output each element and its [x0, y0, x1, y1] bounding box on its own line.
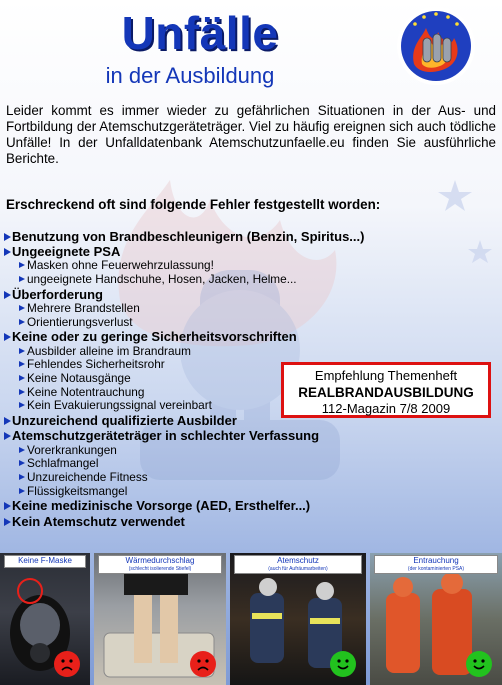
photo-boots — [94, 553, 226, 685]
photo-label-2: Wärmedurchschlag (schlecht isolierende Stiefel) — [98, 555, 222, 574]
error-item — [4, 329, 344, 344]
bullet-icon — [19, 474, 25, 480]
bad-smiley-icon — [190, 651, 216, 677]
error-subitem — [4, 273, 344, 287]
photo-label-4: Entrauchung (der kontaminierten PSA) — [374, 555, 498, 574]
error-subitem-label: Unzureichende Fitness — [27, 469, 148, 484]
good-smiley-icon — [466, 651, 492, 677]
error-item — [4, 514, 344, 529]
bullet-icon — [4, 233, 11, 241]
photo-label-3: Atemschutz (auch für Aufräumarbeiten) — [234, 555, 362, 574]
error-subitem-label: Orientierungsverlust — [27, 314, 133, 329]
error-subitem-label: Keine Notausgänge — [27, 371, 131, 386]
error-subitem-label: Vorerkrankungen — [27, 442, 117, 457]
bullet-icon — [4, 248, 11, 256]
error-item-label: Benutzung von Brandbeschleunigern (Benzin, Spiritus...) — [12, 229, 365, 244]
bullet-icon — [4, 417, 11, 425]
bullet-icon — [4, 502, 11, 510]
bad-smiley-icon — [54, 651, 80, 677]
bullet-icon — [4, 518, 11, 526]
bullet-icon — [19, 262, 25, 268]
bullet-icon — [4, 291, 11, 299]
bullet-icon — [19, 319, 25, 325]
photo-breathing-apparatus — [230, 553, 366, 685]
good-smiley-icon — [330, 651, 356, 677]
error-subitem — [4, 316, 344, 330]
recommendation-title: REALBRANDAUSBILDUNG — [298, 384, 474, 400]
error-item-label: Unzureichend qualifizierte Ausbilder — [12, 413, 237, 429]
bullet-icon — [19, 488, 25, 494]
bullet-icon — [19, 460, 25, 466]
bullet-icon — [4, 333, 11, 341]
error-item-label: Keine medizinische Vorsorge (AED, Ersthelfer...) — [12, 498, 311, 514]
bullet-icon — [19, 402, 25, 408]
photo-decontamination — [370, 553, 502, 685]
recommendation-source: 112-Magazin 7/8 2009 — [321, 401, 451, 416]
error-subitem — [4, 302, 344, 316]
bullet-icon — [19, 375, 25, 381]
error-subitem-label: Kein Evakuierungssignal vereinbart — [27, 398, 212, 413]
bullet-icon — [4, 432, 11, 440]
intro-text: Leider kommt es immer wieder zu gefährlichen Situationen in der Aus- und Fortbildung der Atemschutzgeräteträger. Viel zu häufig ereignen sich auch tödliche Unfälle! In der Unfalldatenbank Atemschutzunfaelle.eu finden Sie ausführliche Berichte. — [6, 103, 496, 166]
error-subitem-label: Masken ohne Feuerwehrzulassung! — [27, 258, 214, 273]
error-item — [4, 244, 344, 259]
error-item — [4, 229, 365, 244]
error-subitem — [4, 259, 344, 273]
error-item — [4, 287, 344, 302]
error-item — [4, 498, 344, 513]
recommendation-box — [281, 362, 491, 418]
bullet-icon — [19, 305, 25, 311]
error-subitem — [4, 345, 344, 359]
error-subitem-label: ungeeignete Handschuhe, Hosen, Jacken, Helme... — [27, 272, 297, 287]
error-item-label: Kein Atemschutz verwendet — [12, 513, 185, 529]
error-subitem-label: Flüssigkeitsmangel — [27, 483, 128, 498]
error-subitem-label: Fehlendes Sicherheitsrohr — [27, 357, 165, 372]
bullet-icon — [19, 276, 25, 282]
photo-strip — [0, 553, 502, 685]
error-subitem-label: Mehrere Brandstellen — [27, 301, 140, 316]
page-subtitle: in der Ausbildung — [105, 63, 275, 88]
error-subitem — [4, 457, 344, 471]
errors-subheading: Erschreckend oft sind folgende Fehler festgestellt worden: — [6, 197, 381, 212]
error-subitem-label: Ausbilder alleine im Brandraum — [27, 343, 191, 358]
error-subitem-label: Keine Notentrauchung — [27, 384, 145, 399]
photo-label-1: Keine F-Maske — [4, 555, 86, 568]
atemschutzunfaelle-logo — [396, 6, 476, 86]
error-item-label: Atemschutzgeräteträger in schlechter Verfassung — [12, 428, 320, 444]
page-title: Unfälle — [121, 7, 279, 59]
bullet-icon — [19, 389, 25, 395]
error-item-label: Überforderung — [12, 286, 103, 302]
recommendation-line-1: Empfehlung Themenheft — [314, 368, 458, 383]
bullet-icon — [19, 348, 25, 354]
error-subitem — [4, 485, 344, 499]
error-item-label: Keine oder zu geringe Sicherheitsvorschriften — [12, 329, 297, 345]
error-subitem-label: Schlafmangel — [27, 456, 99, 471]
photo-mask — [0, 553, 90, 685]
error-item-label: Ungeeignete PSA — [12, 244, 121, 260]
error-subitem — [4, 444, 344, 458]
bullet-icon — [19, 447, 25, 453]
bullet-icon — [19, 361, 25, 367]
error-item — [4, 428, 344, 443]
error-subitem — [4, 471, 344, 485]
